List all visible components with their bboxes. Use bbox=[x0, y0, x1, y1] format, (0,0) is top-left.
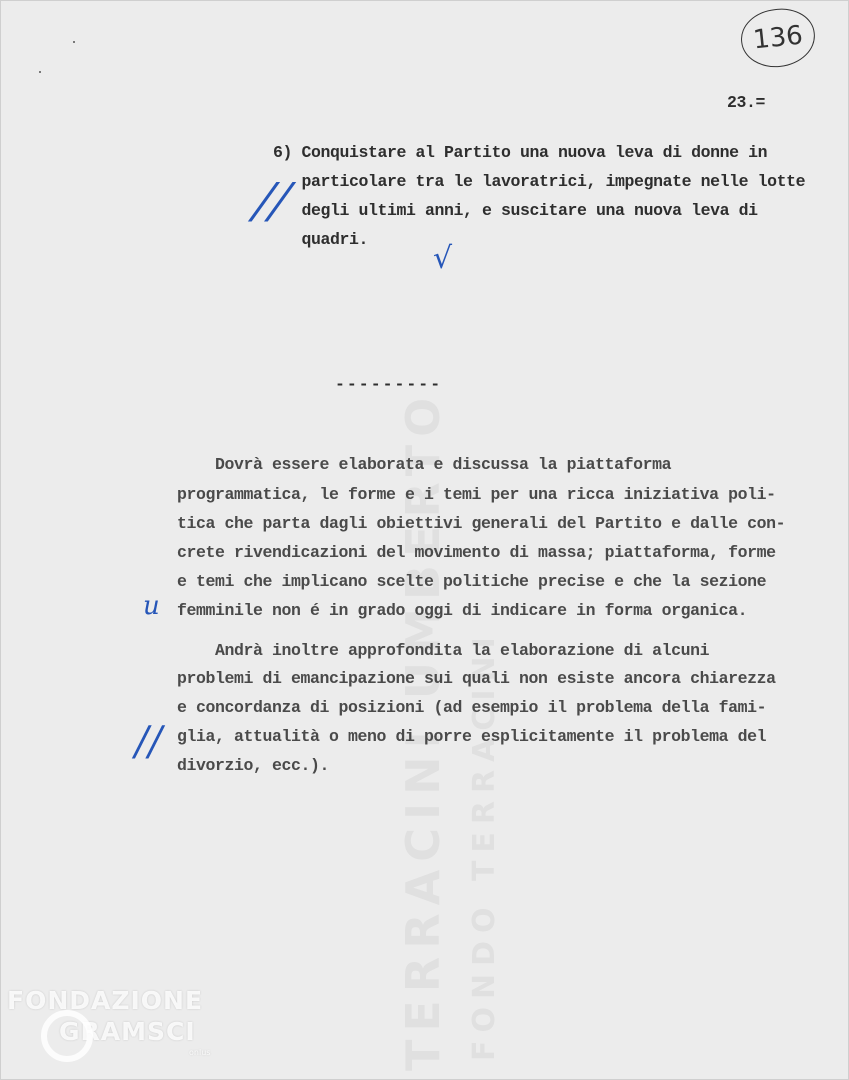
speck bbox=[39, 71, 41, 73]
archive-number-circle bbox=[738, 5, 818, 70]
logo-line-1: FONDAZIONE bbox=[7, 986, 204, 1015]
section-separator: --------- bbox=[335, 375, 443, 394]
paragraph-1-line: Dovrà essere elaborata e discussa la piattaforma bbox=[177, 455, 672, 474]
handwritten-mark-u: u bbox=[143, 591, 160, 621]
archive-number: 136 bbox=[751, 20, 805, 56]
paragraph-1-line: tica che parta dagli obiettivi generali del Partito e dalle con- bbox=[177, 514, 786, 533]
fondazione-gramsci-logo bbox=[7, 986, 211, 1057]
page-number: 23.= bbox=[727, 93, 766, 112]
paragraph-2-line: Andrà inoltre approfondita la elaborazione di alcuni bbox=[177, 641, 710, 660]
paragraph-1-line: femminile non é in grado oggi di indicare in forma organica. bbox=[177, 601, 748, 620]
watermark-archive-stamp: TERRACINI UMBERTO bbox=[396, 389, 450, 1071]
item-6-line: particolare tra le lavoratrici, impegnate nelle lotte bbox=[273, 172, 806, 191]
watermark-archive-stamp-secondary: FONDO TERRACINI bbox=[467, 629, 502, 1061]
item-6-line: quadri. bbox=[273, 230, 369, 249]
paragraph-2-line: glia, attualità o meno di porre esplicitamente il problema del bbox=[177, 727, 767, 746]
logo-line-2: GRAMSCI bbox=[59, 1017, 196, 1046]
item-6-line: 6) Conquistare al Partito una nuova leva di donne in bbox=[273, 143, 768, 162]
paragraph-2-line: problemi di emancipazione sui quali non esiste ancora chiarezza bbox=[177, 669, 776, 688]
handwritten-mark-double-slash-2: // bbox=[135, 719, 162, 765]
paragraph-1-line: programmatica, le forme e i temi per una ricca iniziativa poli- bbox=[177, 485, 776, 504]
logo-g-ring-icon bbox=[41, 1010, 93, 1062]
item-6-line: degli ultimi anni, e suscitare una nuova leva di bbox=[273, 201, 758, 220]
handwritten-checkmark: √ bbox=[433, 241, 453, 276]
paragraph-1-line: e temi che implicano scelte politiche precise e che la sezione bbox=[177, 572, 767, 591]
logo-small-text: onlus bbox=[189, 1048, 211, 1057]
speck bbox=[73, 41, 75, 43]
paragraph-1-line: crete rivendicazioni del movimento di massa; piattaforma, forme bbox=[177, 543, 776, 562]
handwritten-mark-double-slash: // bbox=[250, 173, 295, 229]
paragraph-2-line: e concordanza di posizioni (ad esempio il problema della fami- bbox=[177, 698, 767, 717]
paragraph-2-line: divorzio, ecc.). bbox=[177, 756, 330, 775]
